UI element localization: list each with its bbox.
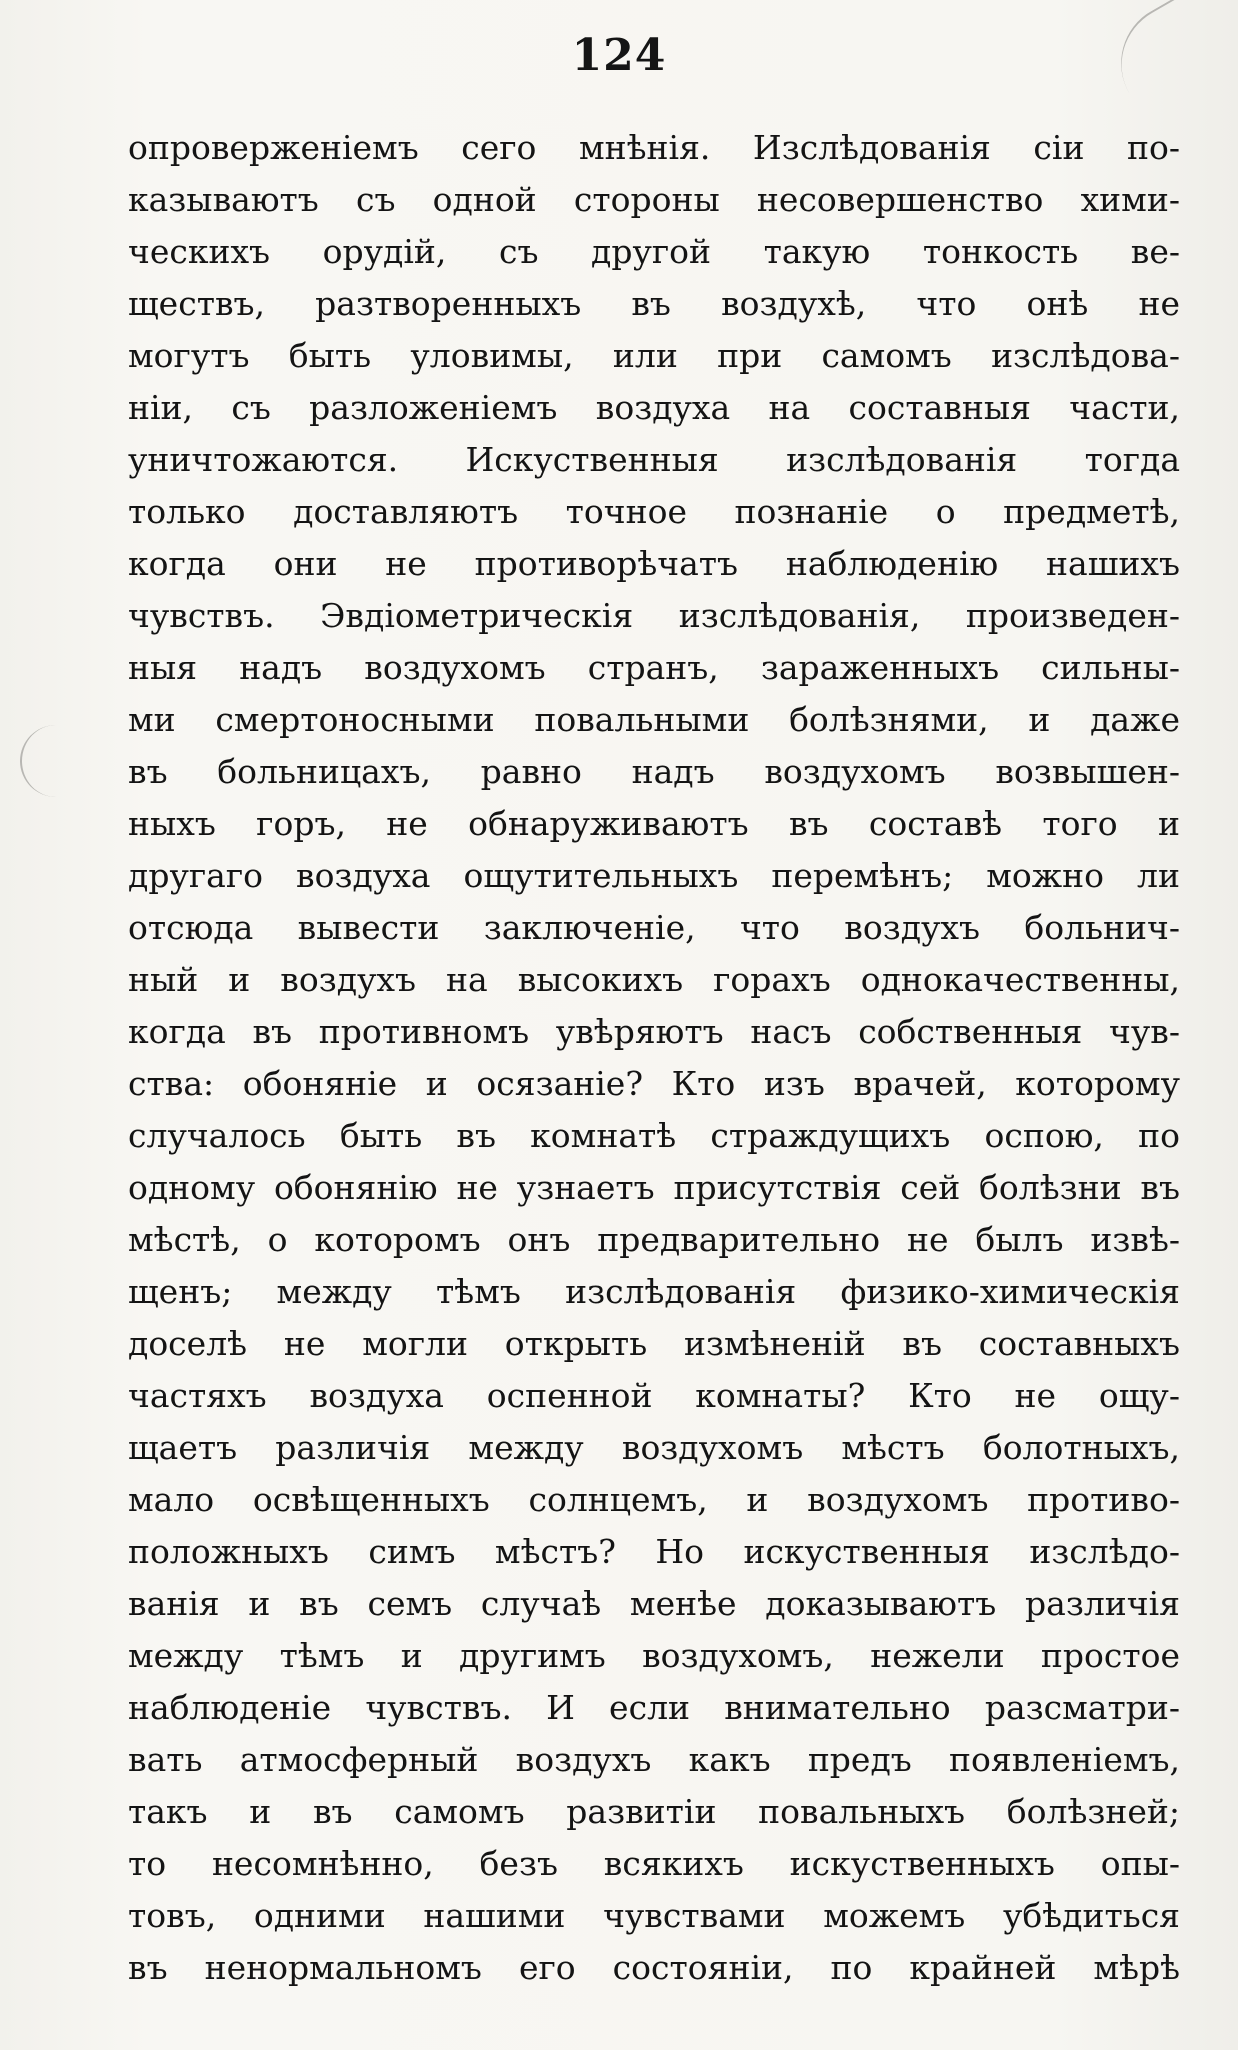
text-line: случалось быть въ комнатѣ страждущихъ оспою, по [128, 1116, 1180, 1155]
text-line: частяхъ воздуха оспенной комнаты? Кто не ощу- [128, 1376, 1180, 1415]
text-line: въ ненормальномъ его состояніи, по крайней мѣрѣ [128, 1948, 1180, 1987]
text-line: мѣстѣ, о которомъ онъ предварительно не былъ извѣ- [128, 1220, 1180, 1259]
text-line: вать атмосферный воздухъ какъ предъ появленіемъ, [128, 1740, 1180, 1779]
text-line: только доставляютъ точное познаніе о предметѣ, [128, 492, 1180, 531]
text-line: казываютъ съ одной стороны несовершенство хими- [128, 180, 1180, 219]
text-line: щенъ; между тѣмъ изслѣдованія физико-химическія [128, 1272, 1180, 1311]
text-line: отсюда вывести заключеніе, что воздухъ больнич- [128, 908, 1180, 947]
text-line: доселѣ не могли открыть измѣненій въ составныхъ [128, 1324, 1180, 1363]
text-line: щаетъ различія между воздухомъ мѣстъ болотныхъ, [128, 1428, 1180, 1467]
text-line: мало освѣщенныхъ солнцемъ, и воздухомъ противо- [128, 1480, 1180, 1519]
text-line: чувствъ. Эвдіометрическія изслѣдованія, произведен- [128, 596, 1180, 635]
text-line: ществъ, разтворенныхъ въ воздухѣ, что онѣ не [128, 284, 1180, 323]
text-line: когда они не противорѣчатъ наблюденію нашихъ [128, 544, 1180, 583]
text-line: опроверженіемъ сего мнѣнія. Изслѣдованія сіи по- [128, 128, 1180, 167]
paper-mark [20, 725, 58, 797]
text-line: ства: обоняніе и осязаніе? Кто изъ врачей, которому [128, 1064, 1180, 1103]
text-line: то несомнѣнно, безъ всякихъ искуственныхъ опы- [128, 1844, 1180, 1883]
text-line: ческихъ орудій, съ другой такую тонкость ве- [128, 232, 1180, 271]
text-line: товъ, одними нашими чувствами можемъ убѣдиться [128, 1896, 1180, 1935]
text-line: одному обонянію не узнаетъ присутствія сей болѣзни въ [128, 1168, 1180, 1207]
text-line: положныхъ симъ мѣстъ? Но искуственныя изслѣдо- [128, 1532, 1180, 1571]
text-line: могутъ быть уловимы, или при самомъ изслѣдова- [128, 336, 1180, 375]
text-line: уничтожаются. Искуственныя изслѣдованія тогда [128, 440, 1180, 479]
text-line: ныхъ горъ, не обнаруживаютъ въ составѣ того и [128, 804, 1180, 843]
text-line: ніи, съ разложеніемъ воздуха на составныя части, [128, 388, 1180, 427]
text-line: между тѣмъ и другимъ воздухомъ, нежели простое [128, 1636, 1180, 1675]
body-text [128, 122, 1180, 1994]
text-line: такъ и въ самомъ развитіи повальныхъ болѣзней; [128, 1792, 1180, 1831]
text-line: наблюденіе чувствъ. И если внимательно разсматри- [128, 1688, 1180, 1727]
text-line: ный и воздухъ на высокихъ горахъ однокачественны, [128, 960, 1180, 999]
text-line: когда въ противномъ увѣряютъ насъ собственныя чув- [128, 1012, 1180, 1051]
text-line: ми смертоносными повальными болѣзнями, и даже [128, 700, 1180, 739]
text-line: ныя надъ воздухомъ странъ, зараженныхъ сильны- [128, 648, 1180, 687]
text-line: въ больницахъ, равно надъ воздухомъ возвышен- [128, 752, 1180, 791]
page-number: 124 [571, 30, 667, 81]
text-line: ванія и въ семъ случаѣ менѣе доказываютъ различія [128, 1584, 1180, 1623]
text-line: другаго воздуха ощутительныхъ перемѣнъ; можно ли [128, 856, 1180, 895]
